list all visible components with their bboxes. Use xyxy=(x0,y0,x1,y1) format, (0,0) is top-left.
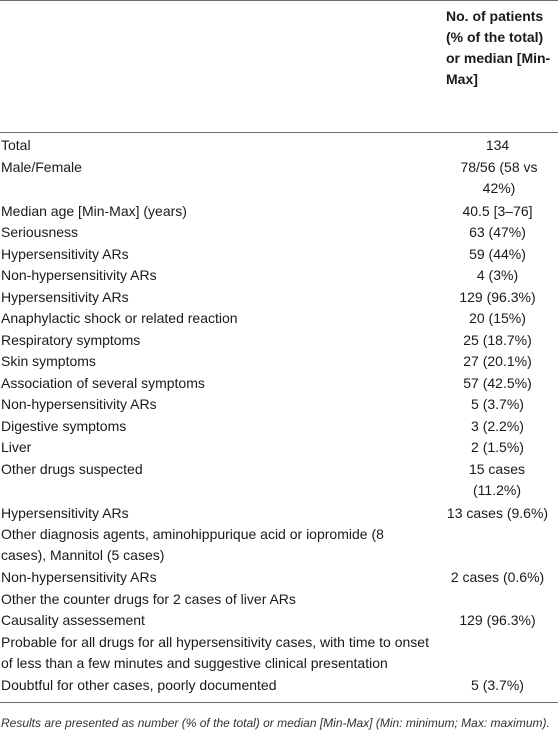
row-label: Hypersensitivity ARs xyxy=(1,246,129,262)
row-value: 63 (47%) xyxy=(469,224,526,240)
row-label: Hypersensitivity ARs xyxy=(1,289,129,305)
row-value: 25 (18.7%) xyxy=(463,332,532,348)
row-value: 40.5 [3–76] xyxy=(462,203,533,219)
row-label: Median age [Min-Max] (years) xyxy=(1,203,187,219)
row-label: Doubtful for other cases, poorly documented xyxy=(1,677,277,693)
table-top-rule xyxy=(0,0,558,1)
row-label: Digestive symptoms xyxy=(1,418,127,434)
row-label: Male/Female xyxy=(1,159,82,175)
row-label: Anaphylactic shock or related reaction xyxy=(1,310,238,326)
row-value: 2 cases (0.6%) xyxy=(450,569,545,585)
row-label: Non-hypersensitivity ARs xyxy=(1,267,157,283)
row-value: 134 xyxy=(485,137,510,153)
row-value: 78/56 (58 vs 42%) xyxy=(460,159,538,196)
row-label: Other diagnosis agents, aminohippurique acid or iopromide (8 cases), Mannitol (5 cases) xyxy=(1,526,384,563)
row-label: Respiratory symptoms xyxy=(1,332,141,348)
table-footnote: Results are presented as number (% of the total) or median [Min-Max] (Min: minimum; Max: maximum). xyxy=(1,716,550,730)
row-value: 129 (96.3%) xyxy=(459,612,536,628)
header-rule xyxy=(0,132,558,133)
row-label: Association of several symptoms xyxy=(1,375,205,391)
table-bottom-rule xyxy=(0,702,558,703)
row-label: Non-hypersensitivity ARs xyxy=(1,569,157,585)
row-label: Non-hypersensitivity ARs xyxy=(1,396,157,412)
row-value: 15 cases (11.2%) xyxy=(468,461,526,498)
row-value: 3 (2.2%) xyxy=(471,418,524,434)
row-label: Other drugs suspected xyxy=(1,461,143,477)
column-header: No. of patients (% of the total) or median [Min-Max] xyxy=(446,8,551,87)
row-label: Probable for all drugs for all hypersensitivity cases, with time to onset of less than a few minutes and suggestive clinical presentation xyxy=(1,634,429,671)
row-value: 13 cases (9.6%) xyxy=(446,505,549,521)
row-label: Liver xyxy=(1,439,32,455)
row-value: 4 (3%) xyxy=(476,267,519,283)
row-label: Hypersensitivity ARs xyxy=(1,505,129,521)
row-label: Skin symptoms xyxy=(1,353,96,369)
row-label: Seriousness xyxy=(1,224,79,240)
row-value: 5 (3.7%) xyxy=(471,396,524,412)
row-label: Total xyxy=(1,137,31,153)
row-value: 57 (42.5%) xyxy=(463,375,532,391)
row-label: Causality assessement xyxy=(1,612,145,628)
row-value: 5 (3.7%) xyxy=(471,677,524,693)
row-value: 27 (20.1%) xyxy=(463,353,532,369)
row-value: 2 (1.5%) xyxy=(471,439,524,455)
row-value: 129 (96.3%) xyxy=(459,289,536,305)
row-label: Other the counter drugs for 2 cases of liver ARs xyxy=(1,591,296,607)
row-value: 20 (15%) xyxy=(469,310,526,326)
row-value: 59 (44%) xyxy=(469,246,526,262)
